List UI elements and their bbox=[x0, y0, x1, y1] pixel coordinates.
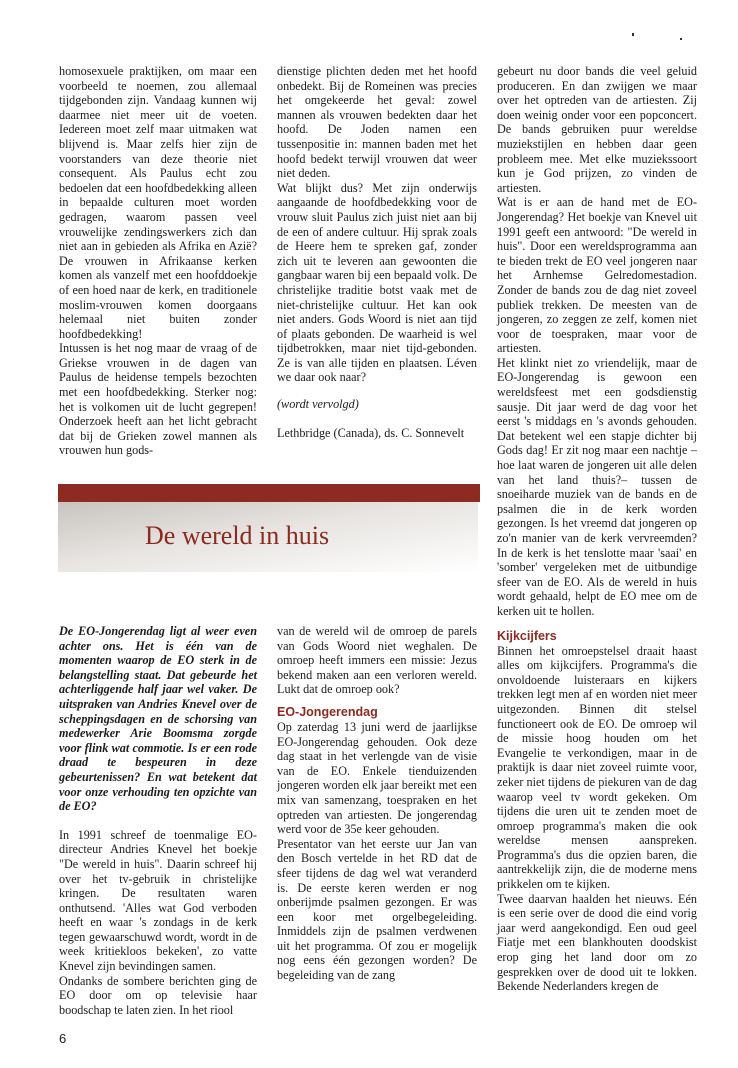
paragraph: Het klinkt niet zo vriendelijk, maar de EO-Jongerendag is gewoon een wereldsfeest met een godsdienstig sausje. Dit jaar werd de dag voor het eerst 's middags en 's avonds gehouden. Dat betekent wel een stapje dichter bij Gods dag! Er zit nog maar een nachtje –hoe laat waren de jongeren uit alle delen van het land thuis?– tussen de snoeiharde muziek van de bands en de psalmen die in de kerk worden gezongen. Is het vreemd dat jongeren op zo'n manier van de kerk vervreemden? In de kerk is het tenslotte maar 'saai' en 'somber' vergeleken met de uitbundige sfeer van de EO. Als de wereld in huis wordt gehaald, helpt de EO mee om de kerken uit te hollen. bbox=[497, 355, 697, 618]
article-lead: De EO-Jongerendag ligt al weer even achter ons. Het is één van de momenten waarop de EO sterk in de belangstelling staat. Dat gebeurde het achterliggende half jaar wel vaker. De uitspraken van Andries Knevel over de scheppingsdagen en de schorsing van medewerker Arie Boomsma zorgde voor flink wat commotie. Is er een rode draad te bespeuren in deze gebeurtenissen? En wat betekent dat voor onze verhouding ten opzichte van de EO? bbox=[59, 624, 257, 814]
paragraph: gebeurt nu door bands die veel geluid produceren. En dan zwijgen we maar over het optreden van de artiesten. Zij doen weinig onder voor een popconcert. De bands gebruiken puur wereldse muziekstijlen en hebben daar geen probleem mee. Met elke muziekssoort kun je God prijzen, zo vinden de artiesten. bbox=[497, 64, 697, 195]
section-heading: Kijkcijfers bbox=[497, 628, 557, 643]
paragraph: Wat blijkt dus? Met zijn onderwijs aangaande de hoofdbedekking voor de vrouw sluit Paulus zich juist niet aan bij de een of andere cultuur. Hij sprak zoals de Heere hem te spreken gaf, zonder zich uit te leveren aan gewoonten die gangbaar waren bij een bepaald volk. De christelijke traditie botst vaak met de niet-christelijke cultuur. Het kan ook niet anders. Gods Woord is niet aan tijd of plaats gebonden. De waarheid is wel tijdbetrokken, maar niet tijd-gebonden. Ze is van alle tijden en plaatsen. Léven we daar ook naar? bbox=[277, 180, 477, 385]
section-title: De wereld in huis bbox=[145, 521, 330, 550]
paragraph: Presentator van het eerste uur Jan van den Bosch vertelde in het RD dat de sfeer tijdens de dag wel wat veranderd is. De eerste keren werden er nog onberijmde psalmen gezongen. Er was een koor met orgelbegeleiding. Inmiddels zijn de psalmen verdwenen uit het programma. Of zou er mogelijk nog eens één gezongen worden? De begeleiding van de zang bbox=[277, 836, 477, 983]
page-number: 6 bbox=[59, 1031, 67, 1046]
paragraph: Binnen het omroepstelsel draait haast alles om kijkcijfers. Programma's die onvoldoende luisteraars en kijkers trekken legt men af en worden niet meer uitgezonden. Binnen dit stelsel functioneert ook de EO. De omroep wil de missie hoog houden om het Evangelie te verkondigen, maar in de praktijk is daar niet zoveel ruimte voor, zeker niet tijdens de piekuren van de dag waarop veel tv wordt gekeken. Om tijdens die uren uit te zenden moet de omroep programma's maken die ook wereldse mensen aanspreken. Programma's dus die opzien baren, die aantrekkelijk zijn, die de moderne mens prikkelen om te kijken. bbox=[497, 643, 697, 892]
top-middle-column bbox=[277, 64, 477, 440]
section-banner bbox=[58, 484, 480, 502]
paragraph: dienstige plichten deden met het hoofd onbedekt. Bij de Romeinen was precies het omgekeerde het geval: zowel mannen als vrouwen bedekten daar het hoofd. De Joden namen een tussenpositie in: mannen baden met het hoofd bedekt terwijl vrouwen dat weer niet deden. bbox=[277, 64, 477, 181]
paragraph: Ondanks de sombere berichten ging de EO door om op televisie haar boodschap te laten zien. In het riool bbox=[59, 973, 257, 1017]
article-column-2 bbox=[277, 624, 477, 983]
section-heading: EO-Jongerendag bbox=[277, 704, 378, 719]
article-column-3 bbox=[497, 64, 697, 994]
paragraph: homosexuele praktijken, om maar een voorbeeld te noemen, zou allemaal tijdgebonden zijn. Vandaag kunnen wij daarmee niet meer uit de voeten. Iedereen moet zelf maar uitmaken wat blijvend is. Maar zelfs hier zijn de voorstanders van deze theorie niet consequent. Als Paulus echt zou bedoelen dat een hoofdbedekking alleen in bepaalde culturen moet worden gedragen, waarom passen veel vrouwelijke zendingswerkers zich dan niet aan in gebieden als Afrika en Azië? De vrouwen in Afrikaanse kerken komen als vanzelf met een hoofddoekje of een hoed naar de kerk, en traditionele moslim-vrouwen komen doorgaans helemaal niet buiten zonder hoofdbedekking! bbox=[59, 64, 257, 341]
paragraph: Op zaterdag 13 juni werd de jaarlijkse EO-Jongerendag gehouden. Ook deze dag staat in het verlengde van de visie van de EO. Enkele tienduizenden jongeren worden elk jaar bereikt met een mix van samenzang, toespraken en het optreden van artiesten. De jongerendag werd voor de 35e keer gehouden. bbox=[277, 719, 477, 837]
top-left-column bbox=[59, 64, 257, 458]
paragraph: In 1991 schreef de toenmalige EO-directeur Andries Knevel het boekje "De wereld in huis". Daarin schreef hij over het tv-gebruik in christelijke kringen. De resultaten waren onthutsend. 'Alles wat God verboden heeft en waar 's zondags in de kerk tegen gewaarschuwd wordt, wordt in de week kritiekloos bekeken', zo vatte Knevel zijn bevindingen samen. bbox=[59, 827, 257, 974]
paragraph: Wat is er aan de hand met de EO-Jongerendag? Het boekje van Knevel uit 1991 geeft een antwoord: "De wereld in huis". Door een wereldsprogramma aan te bieden trekt de EO veel jongeren naar het Arnhemse Gelredomestadion. Zonder de bands zou de dag niet zoveel publiek trekken. De meesten van de jongeren, zo zeggen ze zelf, komen niet voor de toespraken, maar voor de artiesten. bbox=[497, 195, 697, 356]
author-signature: Lethbridge (Canada), ds. C. Sonnevelt bbox=[277, 425, 465, 440]
paragraph: Intussen is het nog maar de vraag of de Griekse vrouwen in de dagen van Paulus de heidense tempels bezochten met een hoofdbedekking. Sterker nog: het is volkomen uit de lucht gegrepen! Onderzoek heeft aan het licht gebracht dat bij de Grieken zowel mannen als vrouwen hun gods- bbox=[59, 341, 257, 458]
scan-speck bbox=[632, 33, 634, 36]
paragraph: van de wereld wil de omroep de parels van Gods Woord niet weghalen. De omroep heeft immers een missie: Jezus bekend maken aan een verloren wereld. Lukt dat de omroep ook? bbox=[277, 624, 477, 697]
paragraph: Twee daarvan haalden het nieuws. Eén is een serie over de dood die eind vorig jaar werd aangekondigd. Een oud geel Fiatje met een blankhouten doodskist erop ging het land door om zo gesprekken over de dood uit te lokken. Bekende Nederlanders kregen de bbox=[497, 891, 697, 994]
article-column-1 bbox=[59, 624, 257, 1017]
scan-speck bbox=[680, 38, 682, 40]
continued-note: (wordt vervolgd) bbox=[277, 397, 359, 412]
